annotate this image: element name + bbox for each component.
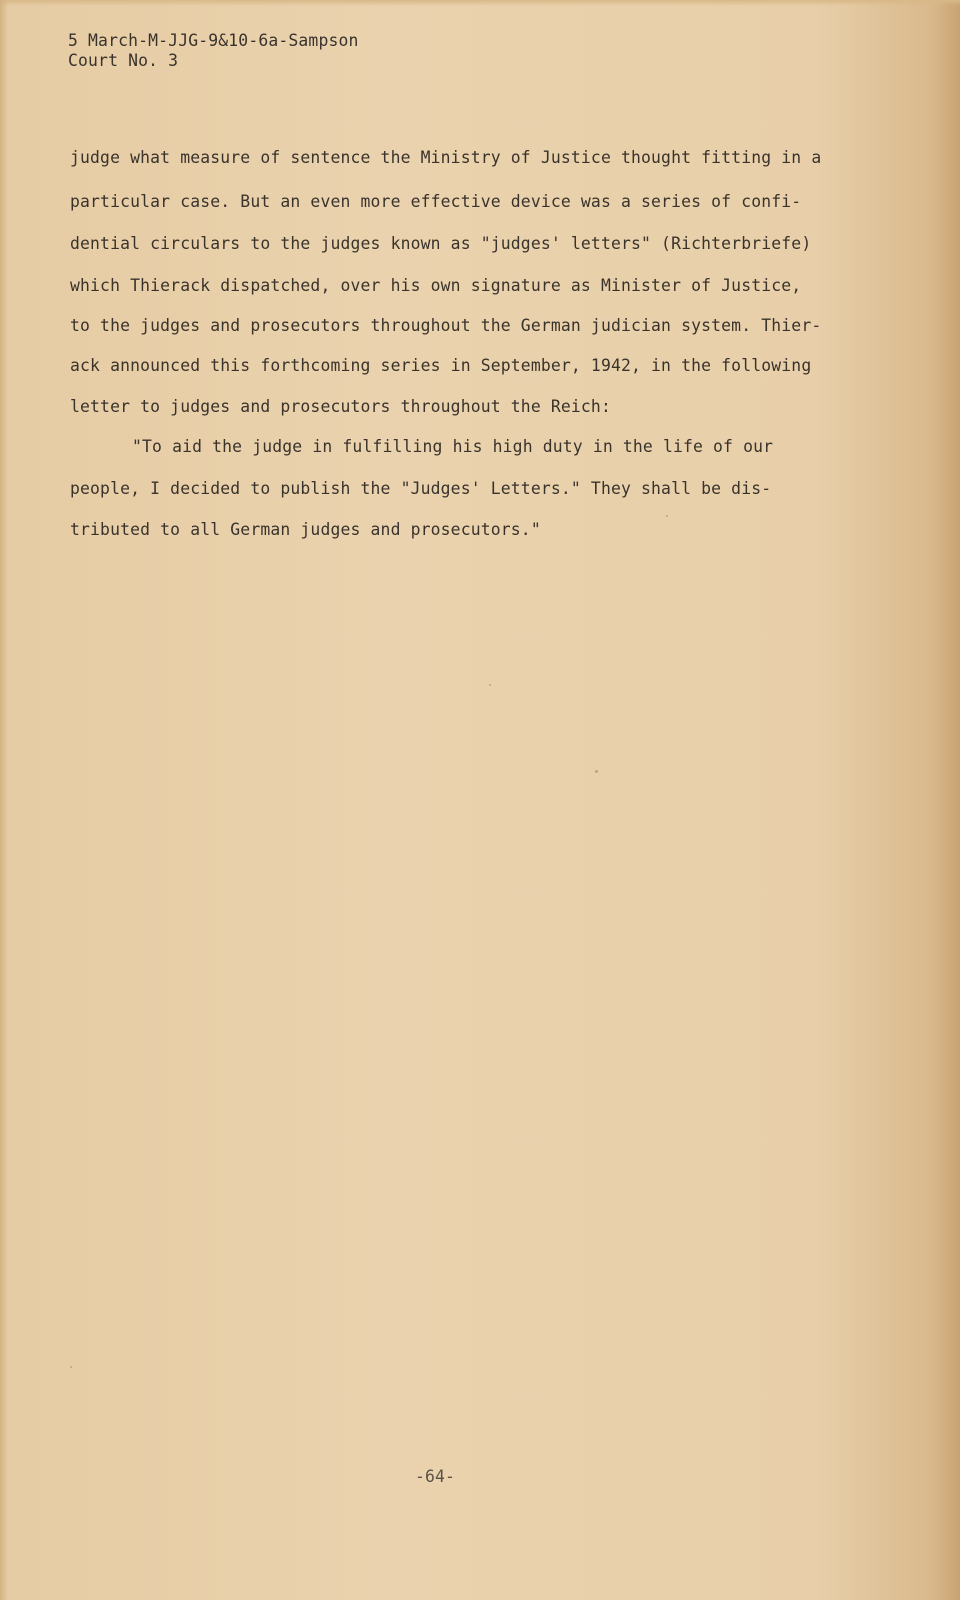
quote-line-2: people, I decided to publish the "Judges' Letters." They shall be dis- (70, 479, 772, 498)
body-line-4: which Thierack dispatched, over his own signature as Minister of Justice, (70, 276, 802, 295)
page-edge-shadow-left (0, 0, 8, 1600)
paper-speck (489, 684, 491, 686)
paper-speck (595, 770, 598, 773)
page-number: -64- (415, 1467, 456, 1486)
quote-line-1: "To aid the judge in fulfilling his high duty in the life of our (132, 437, 774, 456)
body-line-5: to the judges and prosecutors throughout the German judician system. Thier- (70, 316, 822, 335)
body-line-3: dential circulars to the judges known as "judges' letters" (Richterbriefe) (70, 234, 812, 253)
body-line-7: letter to judges and prosecutors throughout the Reich: (70, 397, 611, 416)
paper-speck (666, 515, 668, 517)
page-edge-shadow-top (0, 0, 960, 6)
body-line-6: ack announced this forthcoming series in September, 1942, in the following (70, 356, 812, 375)
header-line-2: Court No. 3 (68, 51, 179, 70)
quote-line-3: tributed to all German judges and prosecutors." (70, 520, 541, 539)
body-line-1: judge what measure of sentence the Ministry of Justice thought fitting in a (70, 148, 822, 167)
body-line-2: particular case. But an even more effective device was a series of confi- (70, 192, 802, 211)
header-line-1: 5 March-M-JJG-9&10-6a-Sampson (68, 31, 359, 50)
paper-speck (70, 1366, 72, 1368)
